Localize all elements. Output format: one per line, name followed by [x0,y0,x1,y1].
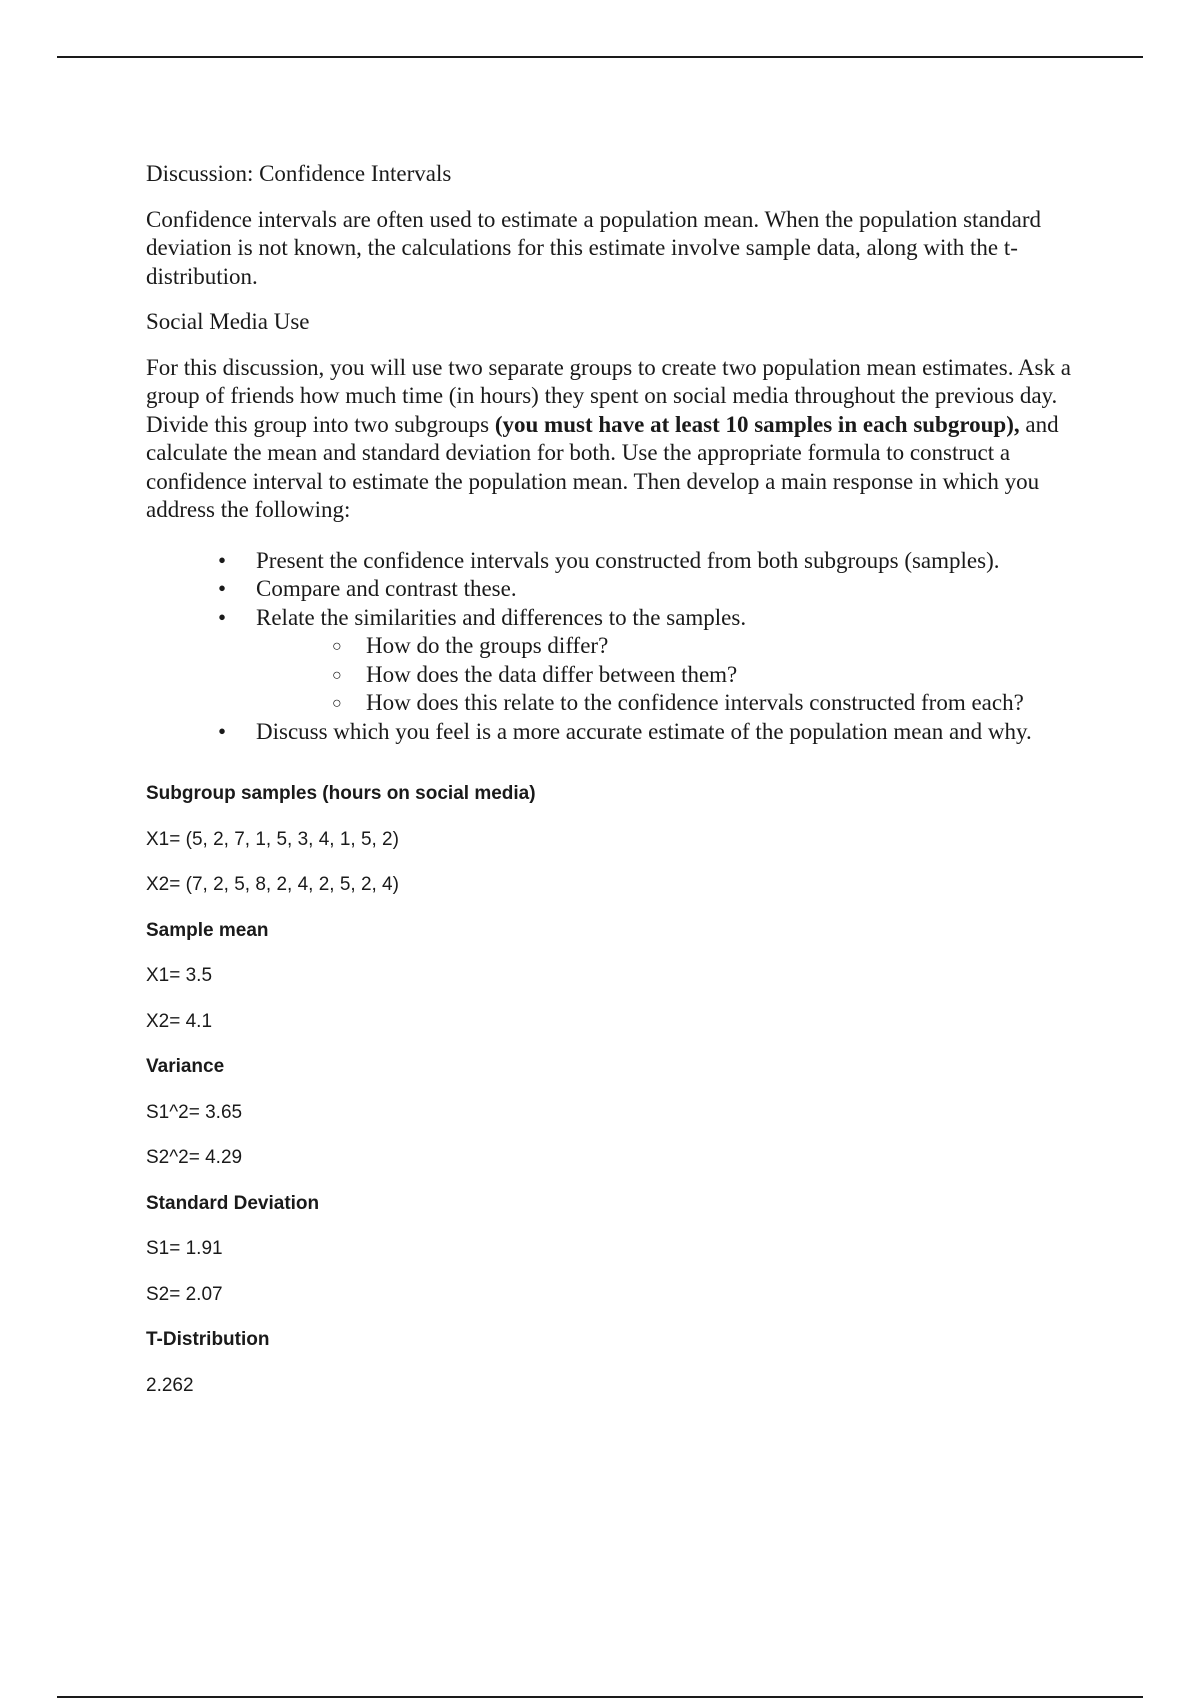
x2-samples: X2= (7, 2, 5, 8, 2, 4, 2, 5, 2, 4) [146,874,399,895]
list-item: • Compare and contrast these. [146,575,1096,604]
variance-label: Variance [146,1056,225,1077]
discussion-prompt [146,160,1096,746]
s2-variance: S2^2= 4.29 [146,1147,243,1168]
bottom-rule [57,1696,1143,1698]
instructions-bold-text: (you must have at least 10 samples in each subgroup), [494,411,1020,437]
x1-samples: X1= (5, 2, 7, 1, 5, 3, 4, 1, 5, 2) [146,828,399,850]
list-item: • Discuss which you feel is a more accurate estimate of the population mean and why. [146,718,1096,747]
x1-mean: X1= 3.5 [146,965,213,986]
t-distribution-label: T-Distribution [146,1329,270,1350]
x2-mean: X2= 4.1 [146,1010,213,1032]
final-bullet-list [146,718,1096,747]
mean-label: Sample mean [146,919,269,941]
s1-standard-deviation: S1= 1.91 [146,1238,223,1259]
student-answer [146,782,1096,1419]
intro-paragraph: Confidence intervals are often used to estimate a population mean. When the population standard deviation is not known, the calculations for this estimate involve sample data, along with the t-distribution. [146,206,1042,289]
circle-bullet-icon: ○ [332,638,342,655]
top-rule [57,56,1143,58]
sub-list-item: ○ How does this relate to the confidence intervals constructed from each? [146,689,1096,718]
instructions-text-1: For this discussion, you will use two separate groups to create two population mean estimates. Ask a group of friends how much time (in hours) they spent on social media throughout the previous day. Divide this group into two subgroups [146,354,1071,437]
document-body [146,160,1096,1419]
response-bullet-list [146,547,1096,633]
instructions-paragraph [146,354,1096,525]
section-title: Social Media Use [146,309,310,334]
bullet-icon: • [218,604,227,630]
s2-standard-deviation: S2= 2.07 [146,1283,223,1305]
circle-bullet-icon: ○ [332,695,342,712]
bullet-icon: • [218,576,227,601]
instructions-text-2: and calculate the mean and standard deviation for both. Use the appropriate formula to construct a confidence interval to estimate the population mean. Then develop a main response in which you address the following: [146,411,1059,522]
samples-label: Subgroup samples (hours on social media) [146,783,536,804]
discussion-title: Discussion: Confidence Intervals [146,161,452,186]
sub-bullet-list [146,632,1096,718]
t-distribution-value: 2.262 [146,1374,194,1396]
list-item: • Present the confidence intervals you constructed from both subgroups (samples). [146,547,1096,576]
standard-deviation-label: Standard Deviation [146,1192,320,1214]
sub-list-item: ○ How do the groups differ? [146,632,1096,661]
bullet-icon: • [218,718,227,744]
circle-bullet-icon: ○ [332,666,342,684]
bullet-icon: • [218,547,227,573]
sub-list-item: ○ How does the data differ between them? [146,661,1096,690]
s1-variance: S1^2= 3.65 [146,1101,243,1123]
list-item: • Relate the similarities and differences to the samples. [146,604,1096,633]
